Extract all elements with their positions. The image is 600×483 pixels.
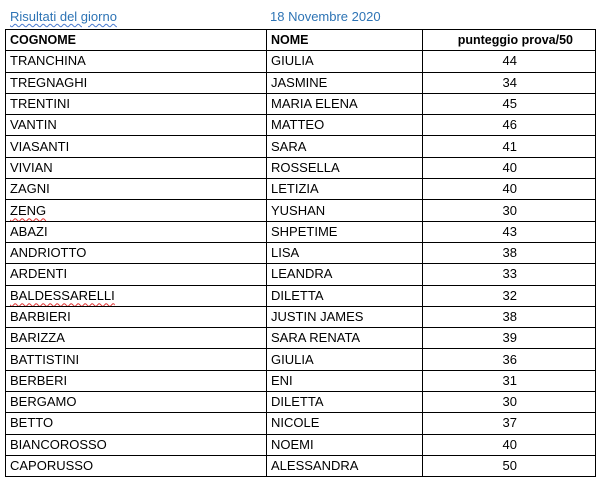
cell-nome[interactable]: ROSSELLA bbox=[267, 157, 423, 178]
column-header-cognome[interactable]: COGNOME bbox=[6, 30, 267, 51]
cognome-text: BARBIERI bbox=[10, 309, 71, 324]
table-row bbox=[6, 413, 596, 434]
table-row bbox=[6, 115, 596, 136]
cell-punteggio[interactable]: 36 bbox=[423, 349, 596, 370]
cell-nome[interactable]: ALESSANDRA bbox=[267, 455, 423, 476]
sheet-header bbox=[0, 0, 600, 28]
table-body bbox=[6, 51, 596, 477]
cell-nome[interactable]: MATTEO bbox=[267, 115, 423, 136]
cognome-text: BIANCOROSSO bbox=[10, 436, 107, 452]
cell-cognome[interactable] bbox=[6, 306, 267, 327]
cell-punteggio[interactable]: 38 bbox=[423, 242, 596, 263]
column-header-punteggio[interactable]: punteggio prova/50 bbox=[423, 30, 596, 51]
cell-cognome[interactable] bbox=[6, 200, 267, 221]
cell-punteggio[interactable]: 32 bbox=[423, 285, 596, 306]
cell-punteggio[interactable]: 31 bbox=[423, 370, 596, 391]
cell-cognome[interactable] bbox=[6, 93, 267, 114]
cell-punteggio[interactable]: 50 bbox=[423, 455, 596, 476]
cognome-text: VIASANTI bbox=[10, 138, 70, 154]
cognome-text: TRENTINI bbox=[10, 96, 70, 112]
cell-punteggio[interactable]: 38 bbox=[423, 306, 596, 327]
cell-nome[interactable]: NOEMI bbox=[267, 434, 423, 455]
cognome-text: ZAGNI bbox=[10, 181, 50, 197]
cell-cognome[interactable] bbox=[6, 115, 267, 136]
cell-punteggio[interactable]: 45 bbox=[423, 93, 596, 114]
cognome-text: BATTISTINI bbox=[10, 351, 80, 367]
cell-cognome[interactable] bbox=[6, 221, 267, 242]
cell-punteggio[interactable]: 30 bbox=[423, 200, 596, 221]
table-header-row bbox=[6, 30, 596, 51]
cell-nome[interactable]: YUSHAN bbox=[267, 200, 423, 221]
table-row bbox=[6, 200, 596, 221]
cell-punteggio[interactable]: 41 bbox=[423, 136, 596, 157]
cell-nome[interactable]: SARA RENATA bbox=[267, 328, 423, 349]
cell-cognome[interactable] bbox=[6, 392, 267, 413]
cognome-text: VANTIN bbox=[10, 117, 57, 133]
cell-nome[interactable]: NICOLE bbox=[267, 413, 423, 434]
results-table bbox=[5, 29, 596, 477]
table-row bbox=[6, 434, 596, 455]
cell-nome[interactable]: DILETTA bbox=[267, 392, 423, 413]
table-row bbox=[6, 328, 596, 349]
cognome-text: CAPORUSSO bbox=[10, 458, 94, 474]
table-row bbox=[6, 285, 596, 306]
cognome-text: TREGNAGHI bbox=[10, 74, 88, 90]
table-row bbox=[6, 242, 596, 263]
cell-nome[interactable]: SHPETIME bbox=[267, 221, 423, 242]
table-row bbox=[6, 136, 596, 157]
table-row bbox=[6, 157, 596, 178]
cognome-text: TRANCHINA bbox=[10, 53, 86, 69]
results-title[interactable] bbox=[10, 9, 117, 25]
cell-nome[interactable]: DILETTA bbox=[267, 285, 423, 306]
cell-punteggio[interactable]: 34 bbox=[423, 72, 596, 93]
cognome-text: BARIZZA bbox=[10, 330, 65, 346]
table-row bbox=[6, 349, 596, 370]
cell-punteggio[interactable]: 30 bbox=[423, 392, 596, 413]
table-row bbox=[6, 392, 596, 413]
table-row bbox=[6, 306, 596, 327]
cell-cognome[interactable] bbox=[6, 413, 267, 434]
table-row bbox=[6, 51, 596, 72]
cell-cognome[interactable] bbox=[6, 72, 267, 93]
cognome-text: ZENG bbox=[10, 202, 47, 218]
cell-punteggio[interactable]: 43 bbox=[423, 221, 596, 242]
results-title-text: Risultati del giorno bbox=[10, 9, 117, 24]
cell-punteggio[interactable]: 46 bbox=[423, 115, 596, 136]
cell-nome[interactable]: JASMINE bbox=[267, 72, 423, 93]
cell-nome[interactable]: GIULIA bbox=[267, 51, 423, 72]
cognome-text: VIVIAN bbox=[10, 159, 53, 175]
cognome-text: BERBERI bbox=[10, 372, 68, 388]
cell-cognome[interactable] bbox=[6, 455, 267, 476]
cell-cognome[interactable] bbox=[6, 179, 267, 200]
table-row bbox=[6, 72, 596, 93]
cell-nome[interactable]: GIULIA bbox=[267, 349, 423, 370]
cell-punteggio[interactable]: 39 bbox=[423, 328, 596, 349]
cell-punteggio[interactable]: 37 bbox=[423, 413, 596, 434]
cognome-text: BALDESSARELLI bbox=[10, 287, 115, 303]
cell-cognome[interactable] bbox=[6, 157, 267, 178]
cell-nome[interactable]: ENI bbox=[267, 370, 423, 391]
cell-cognome[interactable] bbox=[6, 51, 267, 72]
table-row bbox=[6, 221, 596, 242]
cell-nome[interactable]: LEANDRA bbox=[267, 264, 423, 285]
cell-punteggio[interactable]: 44 bbox=[423, 51, 596, 72]
cell-cognome[interactable] bbox=[6, 434, 267, 455]
table-row bbox=[6, 455, 596, 476]
table-row bbox=[6, 93, 596, 114]
cognome-text: ABAZI bbox=[10, 223, 48, 239]
cell-cognome[interactable] bbox=[6, 264, 267, 285]
cell-punteggio[interactable]: 40 bbox=[423, 157, 596, 178]
cell-cognome[interactable] bbox=[6, 349, 267, 370]
results-date[interactable]: 18 Novembre 2020 bbox=[270, 9, 381, 24]
column-header-nome[interactable]: NOME bbox=[267, 30, 423, 51]
cognome-text: ARDENTI bbox=[10, 266, 68, 282]
cell-cognome[interactable] bbox=[6, 136, 267, 157]
cell-nome[interactable]: LISA bbox=[267, 242, 423, 263]
cell-cognome[interactable] bbox=[6, 242, 267, 263]
cell-nome[interactable]: SARA bbox=[267, 136, 423, 157]
cell-punteggio[interactable]: 33 bbox=[423, 264, 596, 285]
cell-cognome[interactable] bbox=[6, 370, 267, 391]
table-row bbox=[6, 264, 596, 285]
cell-cognome[interactable] bbox=[6, 328, 267, 349]
cell-cognome[interactable] bbox=[6, 285, 267, 306]
table-row bbox=[6, 179, 596, 200]
table-row bbox=[6, 370, 596, 391]
cell-punteggio[interactable]: 40 bbox=[423, 434, 596, 455]
cognome-text: ANDRIOTTO bbox=[10, 245, 87, 261]
cell-nome[interactable]: MARIA ELENA bbox=[267, 93, 423, 114]
cognome-text: BERGAMO bbox=[10, 394, 77, 410]
cell-nome[interactable]: LETIZIA bbox=[267, 179, 423, 200]
cognome-text: BETTO bbox=[10, 415, 54, 431]
cell-nome[interactable]: JUSTIN JAMES bbox=[267, 306, 423, 327]
cell-punteggio[interactable]: 40 bbox=[423, 179, 596, 200]
